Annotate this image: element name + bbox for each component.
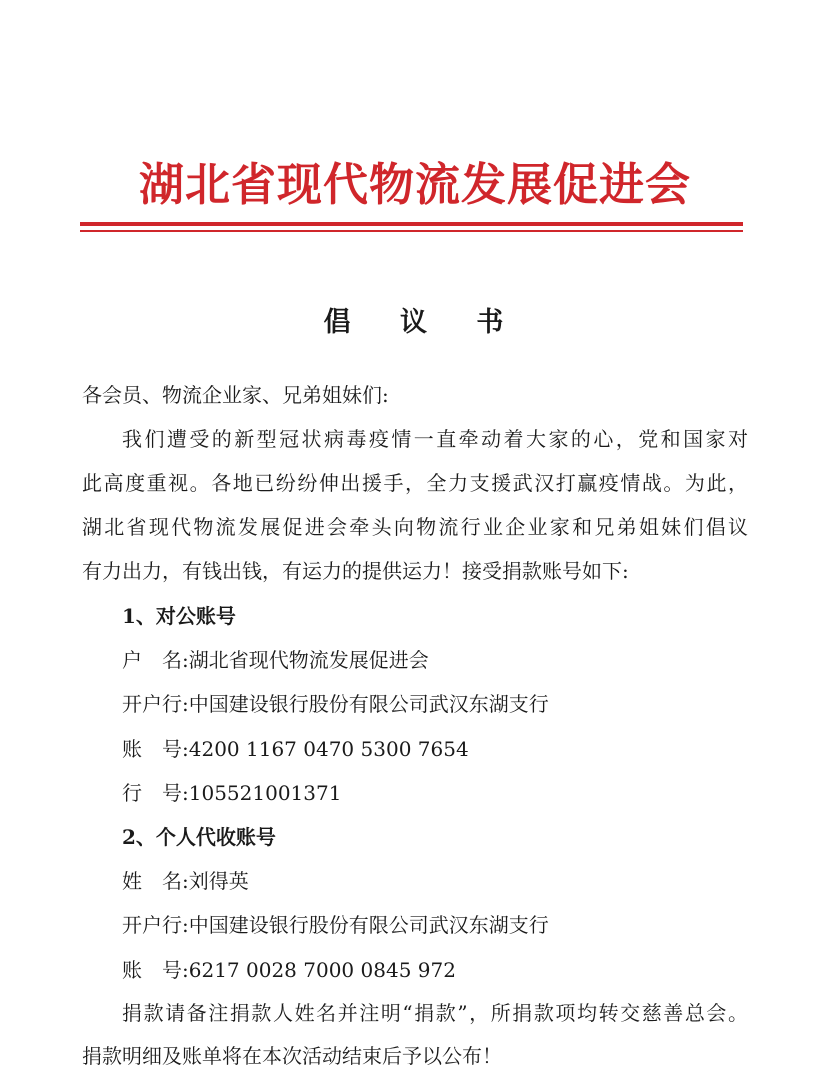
- letterhead-rule-thin: [80, 230, 743, 232]
- field-label: 开户行:: [122, 692, 189, 716]
- account-name-row: [122, 645, 429, 675]
- bank-code-row: [122, 778, 341, 808]
- section-1-heading: 1、对公账号: [122, 604, 236, 628]
- salutation: 各会员、物流企业家、兄弟姐妹们:: [82, 383, 389, 407]
- field-value: 中国建设银行股份有限公司武汉东湖支行: [188, 692, 549, 716]
- paragraph-line-3: [82, 512, 748, 542]
- paragraph-line-1: [122, 424, 748, 454]
- payee-name-row: [122, 866, 249, 896]
- paragraph-line-3-text: 湖北省现代物流发展促进会牵头向物流行业企业家和兄弟姐妹们倡议: [82, 515, 748, 539]
- field-value: 刘得英: [188, 869, 249, 893]
- field-label: 账 号:: [122, 737, 189, 761]
- closing-line-2: 捐款明细及账单将在本次活动结束后予以公布！: [82, 1044, 502, 1068]
- account-number-row: [122, 734, 469, 764]
- letterhead-org-name: 湖北省现代物流发展促进会: [138, 158, 691, 211]
- closing-line-1-text: 捐款请备注捐款人姓名并注明“捐款”，所捐款项均转交慈善总会。: [122, 1001, 748, 1025]
- paragraph-line-1-text: 我们遭受的新型冠状病毒疫情一直牵动着大家的心，党和国家对: [122, 427, 748, 451]
- field-value: 105521001371: [188, 781, 342, 805]
- field-label: 姓 名:: [122, 869, 189, 893]
- letterhead-rule-thick: [80, 222, 743, 226]
- bank-row: [122, 689, 549, 719]
- paragraph-line-4: 有力出力，有钱出钱，有运力的提供运力！接受捐款账号如下:: [82, 559, 629, 583]
- section-2-heading: 2、个人代收账号: [122, 825, 276, 849]
- field-value: 6217 0028 7000 0845 972: [188, 958, 456, 982]
- bank-row: [122, 910, 549, 940]
- field-label: 开户行:: [122, 913, 189, 937]
- field-value: 湖北省现代物流发展促进会: [188, 648, 429, 672]
- paragraph-line-2: [82, 468, 748, 498]
- field-label: 户 名:: [122, 648, 189, 672]
- paragraph-line-2-text: 此高度重视。各地已纷纷伸出援手，全力支援武汉打赢疫情战。为此，: [82, 471, 748, 495]
- field-value: 中国建设银行股份有限公司武汉东湖支行: [188, 913, 549, 937]
- field-label: 行 号:: [122, 781, 189, 805]
- document-title: 倡 议 书: [323, 307, 524, 338]
- closing-line-1: [122, 998, 748, 1028]
- account-number-row: [122, 955, 456, 985]
- field-label: 账 号:: [122, 958, 189, 982]
- field-value: 4200 1167 0470 5300 7654: [188, 737, 469, 761]
